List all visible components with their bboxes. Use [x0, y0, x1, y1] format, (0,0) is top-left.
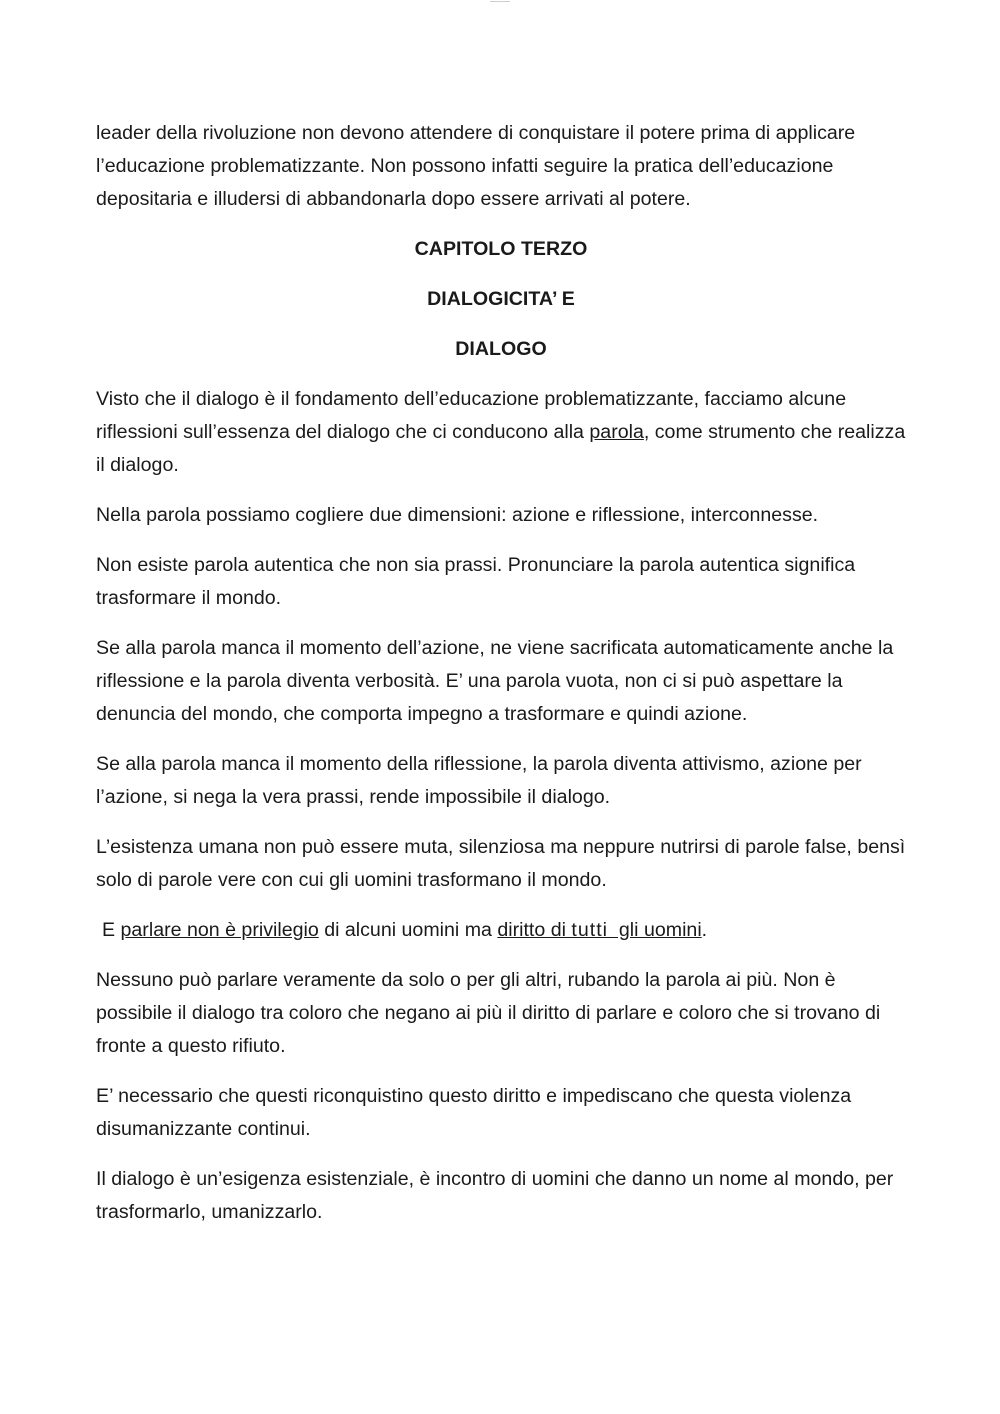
paragraph-text: di alcuni uomini ma	[318, 919, 498, 941]
chapter-title-heading-line-1: DIALOGICITA’ E	[427, 288, 575, 310]
paragraph-text: .	[701, 919, 708, 941]
paragraph: L’esistenza umana non può essere muta, silenziosa ma neppure nutrirsi di parole false, bensì solo di parole vere con cui gli uomini trasformano il mondo.	[96, 836, 906, 891]
paragraph-text: , come strumento che realizza il dialogo.	[96, 421, 906, 476]
underlined-phrase: parlare non è privilegio	[120, 919, 319, 941]
chapter-title-heading-line-2: DIALOGO	[455, 338, 547, 360]
document-body	[96, 117, 906, 1246]
header-mark	[490, 0, 510, 3]
paragraph: Nessuno può parlare veramente da solo o per gli altri, rubando la parola ai più. Non è possibile il dialogo tra coloro che negano ai più il diritto di parlare e coloro che si trovano di fronte a questo rifiuto.	[96, 969, 881, 1057]
paragraph-text: E	[102, 919, 121, 941]
paragraph: Nella parola possiamo cogliere due dimensioni: azione e riflessione, interconnesse.	[96, 504, 819, 526]
underlined-phrase: gli uomini	[608, 919, 702, 941]
chapter-number-heading: CAPITOLO TERZO	[414, 238, 588, 260]
underlined-word: parola	[589, 421, 644, 443]
paragraph: Se alla parola manca il momento dell’azione, ne viene sacrificata automaticamente anche la riflessione e la parola diventa verbosità. E’ una parola vuota, non ci si può aspettare la denuncia del mondo, che comporta impegno a trasformare e quindi azione.	[96, 637, 894, 725]
paragraph-text: Visto che il dialogo è il fondamento dell’educazione problematizzante, facciamo alcune riflessioni sull’essenza del dialogo che ci conducono alla	[96, 388, 847, 443]
paragraph: Se alla parola manca il momento della riflessione, la parola diventa attivismo, azione per l’azione, si nega la vera prassi, rende impossibile il dialogo.	[96, 753, 862, 808]
paragraph: Il dialogo è un’esigenza esistenziale, è incontro di uomini che danno un nome al mondo, per trasformarlo, umanizzarlo.	[96, 1168, 894, 1223]
paragraph: E’ necessario che questi riconquistino questo diritto e impediscano che questa violenza disumanizzante continui.	[96, 1085, 852, 1140]
underlined-phrase: tutti	[571, 919, 609, 941]
paragraph	[96, 383, 906, 482]
paragraph: Non esiste parola autentica che non sia prassi. Pronunciare la parola autentica significa trasformare il mondo.	[96, 554, 856, 609]
paragraph	[96, 914, 906, 947]
paragraph: leader della rivoluzione non devono attendere di conquistare il potere prima di applicare l’educazione problematizzante. Non possono infatti seguire la pratica dell’educazione depositaria e illudersi di abbandonarla dopo essere arrivati al potere.	[96, 122, 856, 210]
underlined-phrase: diritto di	[497, 919, 572, 941]
